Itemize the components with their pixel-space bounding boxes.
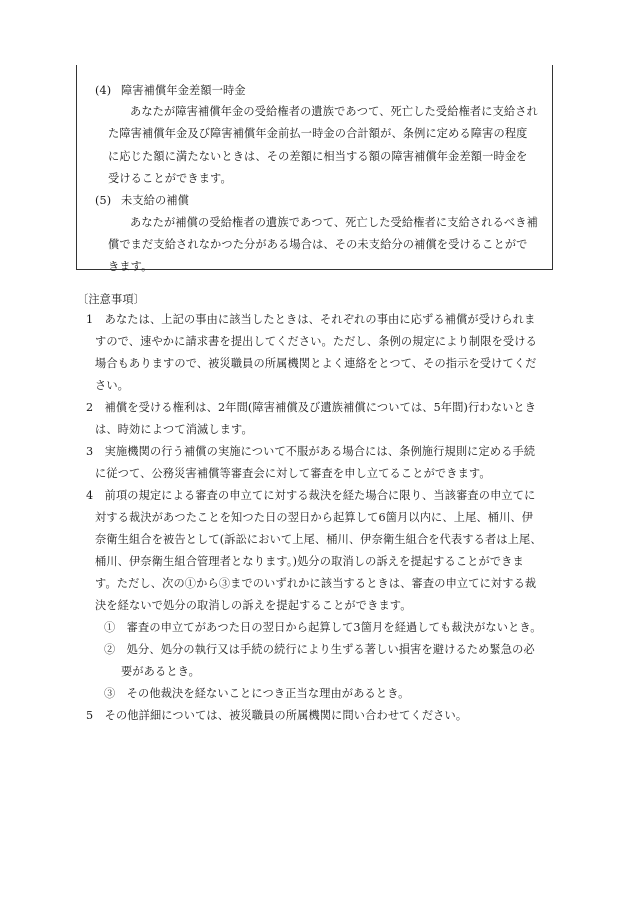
- section-5-line: きます。: [108, 260, 153, 273]
- notes-title: 〔注意事項〕: [77, 293, 146, 306]
- section-4-line: 受けることができます。: [108, 172, 232, 185]
- section-5-title: 未支給の補償: [121, 194, 190, 207]
- note-line: 1 あなたは、上記の事由に該当したときは、それぞれの事由に応ずる補償が受けられま: [86, 313, 536, 326]
- note-line: 3 実施機関の行う補償の実施について不服がある場合には、条例施行規則に定める手続: [86, 445, 536, 458]
- note-line: す。ただし、次の①から③までのいずれかに該当するときは、審査の申立てに対する裁: [95, 577, 537, 590]
- note-line: さい。: [95, 379, 130, 392]
- section-4-line: あなたが障害補償年金の受給権者の遺族であつて、死亡した受給権者に支給され: [130, 105, 538, 118]
- section-4-title: 障害補償年金差額一時金: [121, 84, 246, 97]
- note-line: 4 前項の規定による審査の申立てに対する裁決を経た場合に限り、当該審査の申立てに: [86, 489, 536, 502]
- note-line: に従つて、公務災害補償等審査会に対して審査を申し立てることができます。: [95, 467, 491, 480]
- section-5-number: (5): [95, 194, 112, 207]
- note-line: 場合もありますので、被災職員の所属機関とよく連絡をとつて、その指示を受けてくだ: [95, 357, 537, 370]
- section-5-heading: [95, 194, 189, 207]
- note-subitem: ② 処分、処分の執行又は手続の続行により生ずる著しい損害を避けるため緊急の必: [104, 643, 535, 656]
- section-4-line: に応じた額に満たないときは、その差額に相当する額の障害補償年金差額一時金を: [108, 150, 528, 163]
- note-line: 2 補償を受ける権利は、2年間(障害補償及び遺族補償については、5年間)行わないとき: [86, 401, 537, 414]
- note-line: 桶川、伊奈衛生組合管理者となります。)処分の取消しの訴えを提起することができま: [95, 555, 524, 568]
- note-line: は、時効によつて消滅します。: [95, 423, 253, 436]
- section-4-line: た障害補償年金及び障害補償年金前払一時金の合計額が、条例に定める障害の程度: [108, 127, 528, 140]
- note-line: すので、速やかに請求書を提出してください。ただし、条例の規定により制限を受ける: [95, 335, 537, 348]
- section-4-heading: [95, 84, 246, 97]
- note-subitem: 要があるとき。: [121, 665, 200, 678]
- note-subitem: ① 審査の申立てがあつた日の翌日から起算して3箇月を経過しても裁決がないとき。: [104, 621, 542, 634]
- note-line: 決を経ないで処分の取消しの訴えを提起することができます。: [95, 599, 412, 612]
- section-5-line: 償でまだ支給されなかつた分がある場合は、その未支給分の補償を受けることがで: [108, 238, 528, 251]
- section-4-number: (4): [95, 84, 112, 97]
- note-subitem: ③ その他裁決を経ないことにつき正当な理由があるとき。: [104, 687, 410, 700]
- note-line: 対する裁決があつたことを知つた日の翌日から起算して6箇月以内に、上尾、桶川、伊: [95, 511, 534, 524]
- note-line: 奈衛生組合を被告として(訴訟において上尾、桶川、伊奈衛生組合を代表する者は上尾、: [95, 533, 542, 546]
- section-5-line: あなたが補償の受給権者の遺族であつて、死亡した受給権者に支給されるべき補: [130, 216, 538, 229]
- note-line: 5 その他詳細については、被災職員の所属機関に問い合わせてください。: [86, 709, 468, 722]
